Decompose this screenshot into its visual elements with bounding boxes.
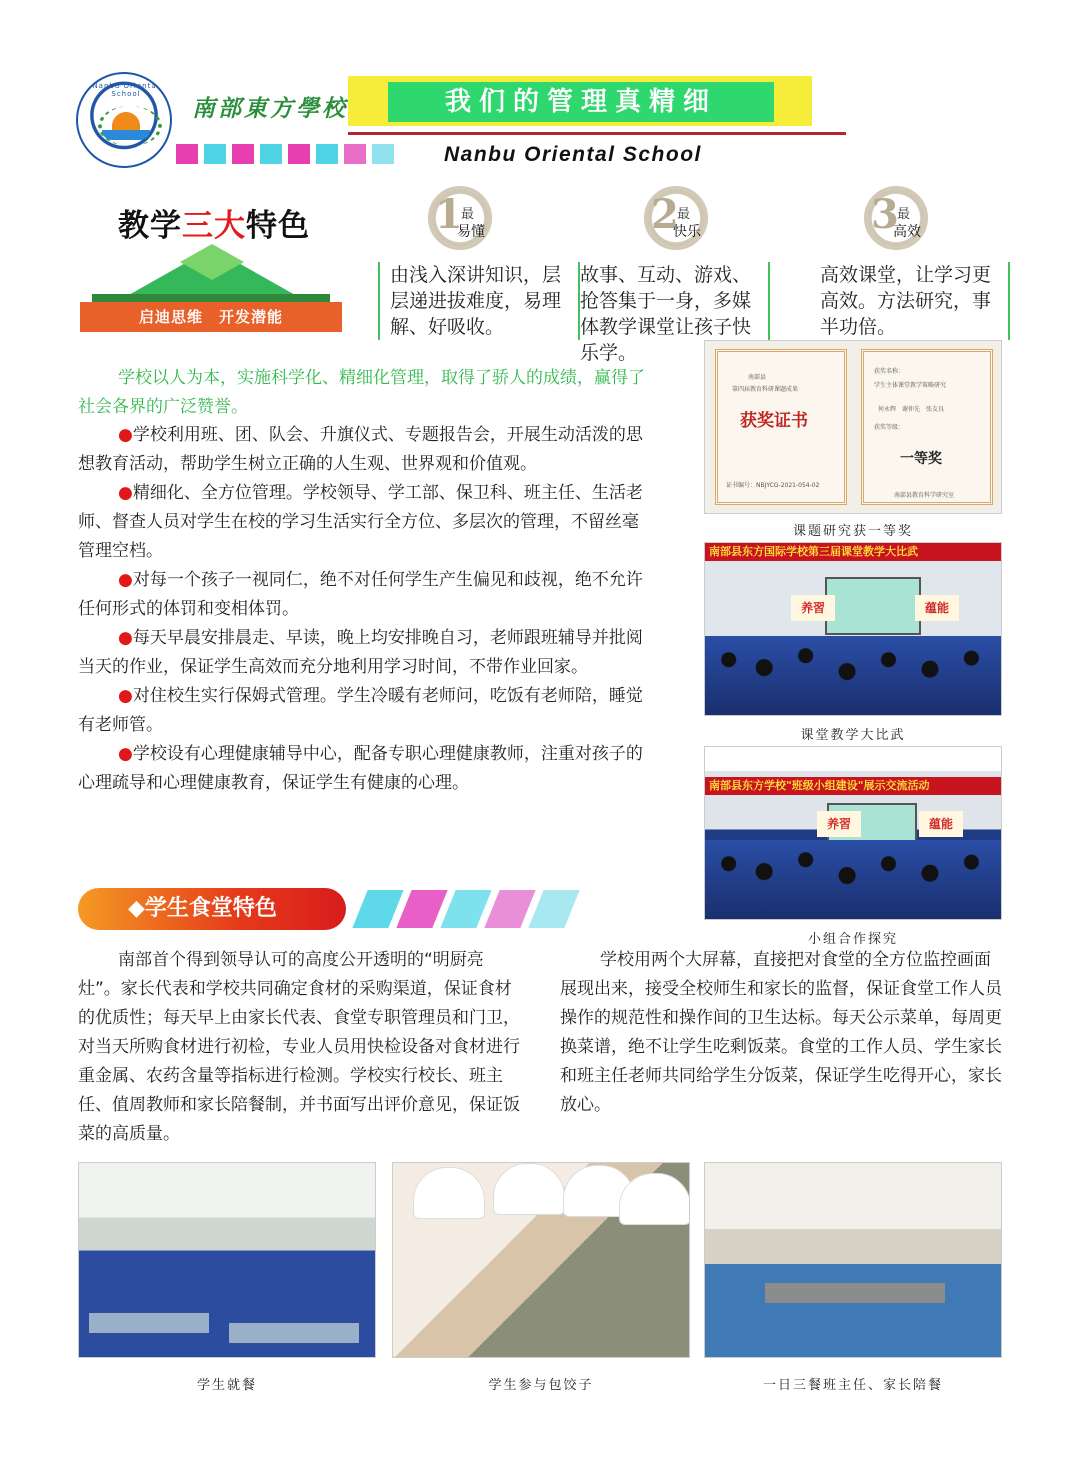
bullet-item: ●对每一个孩子一视同仁，绝不对任何学生产生偏见和歧视，绝不允许任何形式的体罚和变相体罚。	[78, 570, 643, 619]
mountain-graphic	[120, 244, 304, 300]
students-dining-photo	[78, 1162, 376, 1358]
management-bullets	[78, 421, 650, 798]
color-squares	[176, 144, 394, 164]
medal-1-icon: 1 最 易懂	[428, 186, 492, 250]
feature-2-text: 故事、互动、游戏、抢答集于一身，多媒体教学课堂让孩子快乐学。	[570, 262, 770, 366]
canteen-text-right: 学校用两个大屏幕，直接把对食堂的全方位监控画面展现出来，接受全校师生和家长的监督，保证食堂工作人员操作的规范性和操作间的卫生达标。每天公示菜单，每周更换菜谱，绝不让学生吃剩饭菜。食堂的工作人员、学生家长和班主任老师共同给学生分饭菜，保证学生吃得开心，家长放心。	[560, 950, 1002, 1115]
canteen-section-title: ◆学生食堂特色	[78, 888, 346, 930]
certificate-left-page: 南部县 第四届教育科研课题成果 获奖证书 证书编号：NBJYCG-2021-054-02	[715, 349, 847, 505]
title-prefix: 教学	[118, 208, 182, 244]
slogan-ribbon: 启迪思维 开发潜能	[80, 302, 342, 332]
award-certificate-photo	[704, 340, 1002, 514]
feature-3-text: 高效课堂，让学习更高效。方法研究，事半功倍。	[810, 262, 1010, 340]
page-title: 我们的管理真精细	[388, 82, 774, 122]
color-square	[176, 144, 198, 164]
canteen-text-left: 南部首个得到领导认可的高度公开透明的“明厨亮灶”。家长代表和学校共同确定食材的采购渠道，保证食材的优质性；每天早上由家长代表、食堂专职管理员和门卫，对当天所购食材进行初检，专业人员用快检设备对食材进行重金属、农药含量等指标进行检测。学校实行校长、班主任、值周教师和家长陪餐制，并书面写出评价意见，保证饭菜的高质量。	[78, 950, 520, 1144]
bullet-item: ●每天早晨安排晨走、早读，晚上均安排晚自习，老师跟班辅导并批阅当天的作业，保证学生高效而充分地利用学习时间，不带作业回家。	[78, 628, 643, 677]
group-cooperation-photo: 南部县东方学校"班级小组建设"展示交流活动 养習 蕴能	[704, 746, 1002, 920]
classroom-competition-photo: 南部县东方国际学校第三届课堂教学大比武 养習 蕴能	[704, 542, 1002, 716]
medal-3-icon: 3 最 高效	[864, 186, 928, 250]
header-divider	[348, 132, 846, 135]
decor-strip	[440, 890, 491, 928]
teachers-parents-dining-photo	[704, 1162, 1002, 1358]
title-suffix: 特色	[246, 208, 310, 244]
color-square	[344, 144, 366, 164]
logo-ring-text: Nanbu Oriental School	[92, 82, 160, 98]
color-square	[288, 144, 310, 164]
medal-2-icon: 2 最 快乐	[644, 186, 708, 250]
decor-strip	[352, 890, 403, 928]
bullet-item: ●精细化、全方位管理。学校领导、学工部、保卫科、班主任、生活老师、督查人员对学生在校的学习生活实行全方位、多层次的管理，不留丝毫管理空档。	[78, 483, 643, 561]
dumplings-caption: 学生参与包饺子	[488, 1378, 594, 1393]
color-square	[372, 144, 394, 164]
feature-1-text: 由浅入深讲知识，层层递进拔难度，易理解、好吸收。	[378, 262, 580, 340]
bullet-item: ●对住校生实行保姆式管理。学生冷暖有老师问，吃饭有老师陪，睡觉有老师管。	[78, 686, 643, 735]
class2-caption: 小组合作探究	[807, 932, 898, 947]
class1-caption: 课堂教学大比武	[800, 728, 906, 743]
management-intro: 学校以人为本，实施科学化、精细化管理，取得了骄人的成绩，赢得了社会各界的广泛赞誉。	[78, 368, 645, 417]
accompany-caption: 一日三餐班主任、家长陪餐	[762, 1378, 943, 1393]
color-square	[316, 144, 338, 164]
bullet-item: ●学校设有心理健康辅导中心，配备专职心理健康教师，注重对孩子的心理疏导和心理健康教育，保证学生有健康的心理。	[78, 744, 643, 793]
decor-strips	[360, 890, 572, 928]
title-highlight: 三大	[182, 208, 246, 244]
bullet-item: ●学校利用班、团、队会、升旗仪式、专题报告会，开展生动活泼的思想教育活动，帮助学生树立正确的人生观、世界观和价值观。	[78, 425, 643, 474]
decor-strip	[528, 890, 579, 928]
decor-strip	[396, 890, 447, 928]
dining-caption: 学生就餐	[196, 1378, 257, 1393]
school-name-en: Nanbu Oriental School	[444, 143, 702, 166]
color-square	[260, 144, 282, 164]
making-dumplings-photo	[392, 1162, 690, 1358]
decor-strip	[484, 890, 535, 928]
color-square	[204, 144, 226, 164]
cert-caption: 课题研究获一等奖	[792, 524, 913, 539]
school-name-cn: 南部東方學校	[192, 95, 348, 122]
school-logo	[76, 72, 172, 168]
color-square	[232, 144, 254, 164]
certificate-right-page: 获奖名称： 学生主体课堂教学策略研究 何永辉 谢仲先 张友良 获奖等级： 一等奖 南部县教育科学研究室	[861, 349, 993, 505]
teaching-features-title	[118, 200, 310, 245]
